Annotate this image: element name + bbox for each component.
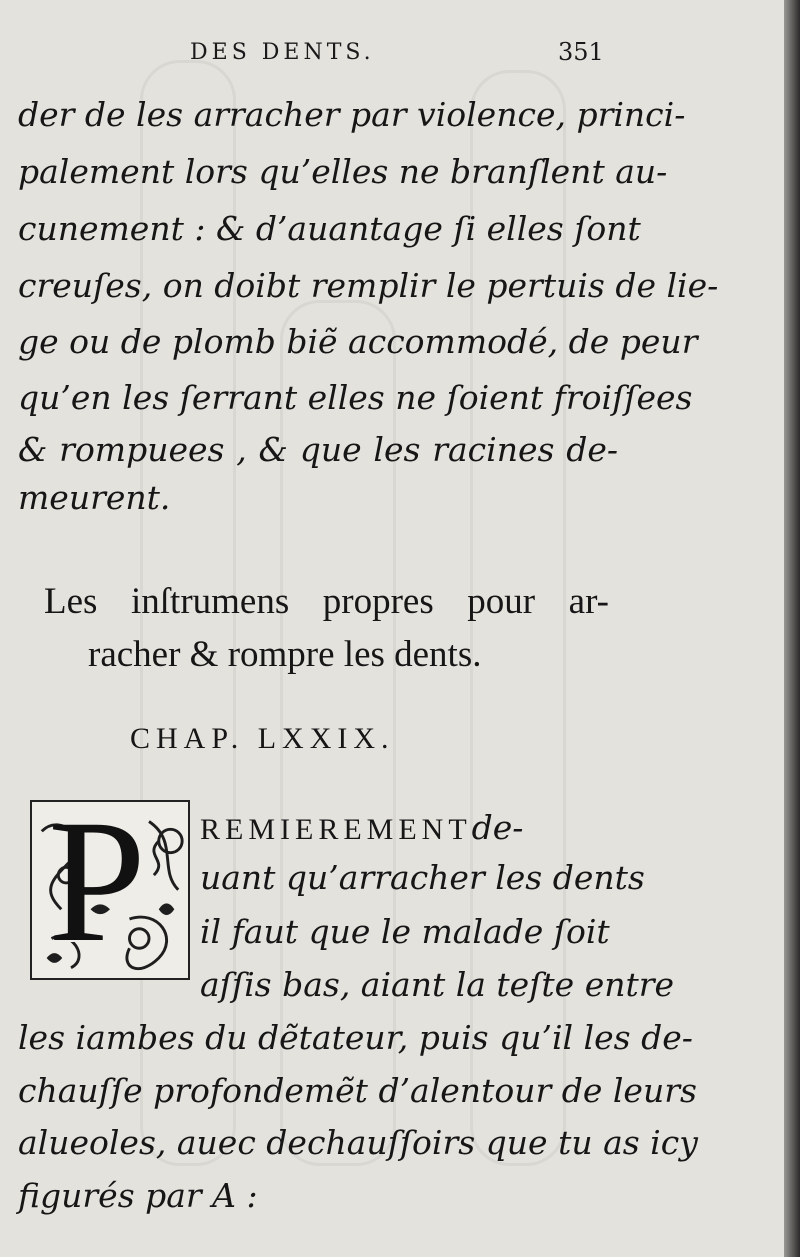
text-line: palement lors qu’elles ne branſlent au- [18, 152, 668, 191]
ornamental-drop-cap [30, 800, 190, 980]
section-heading: racher & rompre les dents. [88, 634, 482, 675]
running-head: DES DENTS. [190, 40, 375, 65]
text-line [200, 808, 608, 847]
page-edge-shadow [784, 0, 800, 1257]
text-line: uant qu’arracher les dents [200, 858, 645, 897]
text-fragment: de- [471, 808, 524, 847]
text-line: der de les arracher par violence, princi- [18, 95, 686, 134]
text-line: cunement : & d’auantage ſi elles ſont [18, 209, 641, 248]
chapter-title: CHAP. LXXIX. [130, 722, 395, 755]
text-line: aſſis bas, aiant la teſte entre [200, 965, 675, 1004]
opening-word: REMIEREMENT [200, 813, 472, 846]
text-line: qu’en les ſerrant elles ne ſoient froiſſees [18, 378, 693, 417]
drop-cap-letter: P [48, 800, 146, 979]
text-line: les iambes du dẽtateur, puis qu’il les de- [18, 1018, 693, 1057]
text-line: ge ou de plomb biẽ accommodé, de peur [18, 322, 698, 361]
text-line: meurent. [18, 478, 171, 517]
text-line: chauſſe profondemẽt d’alentour de leurs [18, 1071, 697, 1110]
text-line: il faut que le malade ſoit [200, 912, 610, 951]
page-number: 351 [558, 38, 604, 66]
text-line: & rompuees , & que les racines de- [18, 430, 618, 469]
text-line: alueoles, auec dechauſſoirs que tu as icy [18, 1123, 698, 1162]
text-line: figurés par A : [18, 1176, 258, 1215]
section-heading: Les inſtrumens propres pour ar- [44, 581, 609, 622]
text-line: creuſes, on doibt remplir le pertuis de lie- [18, 266, 719, 305]
